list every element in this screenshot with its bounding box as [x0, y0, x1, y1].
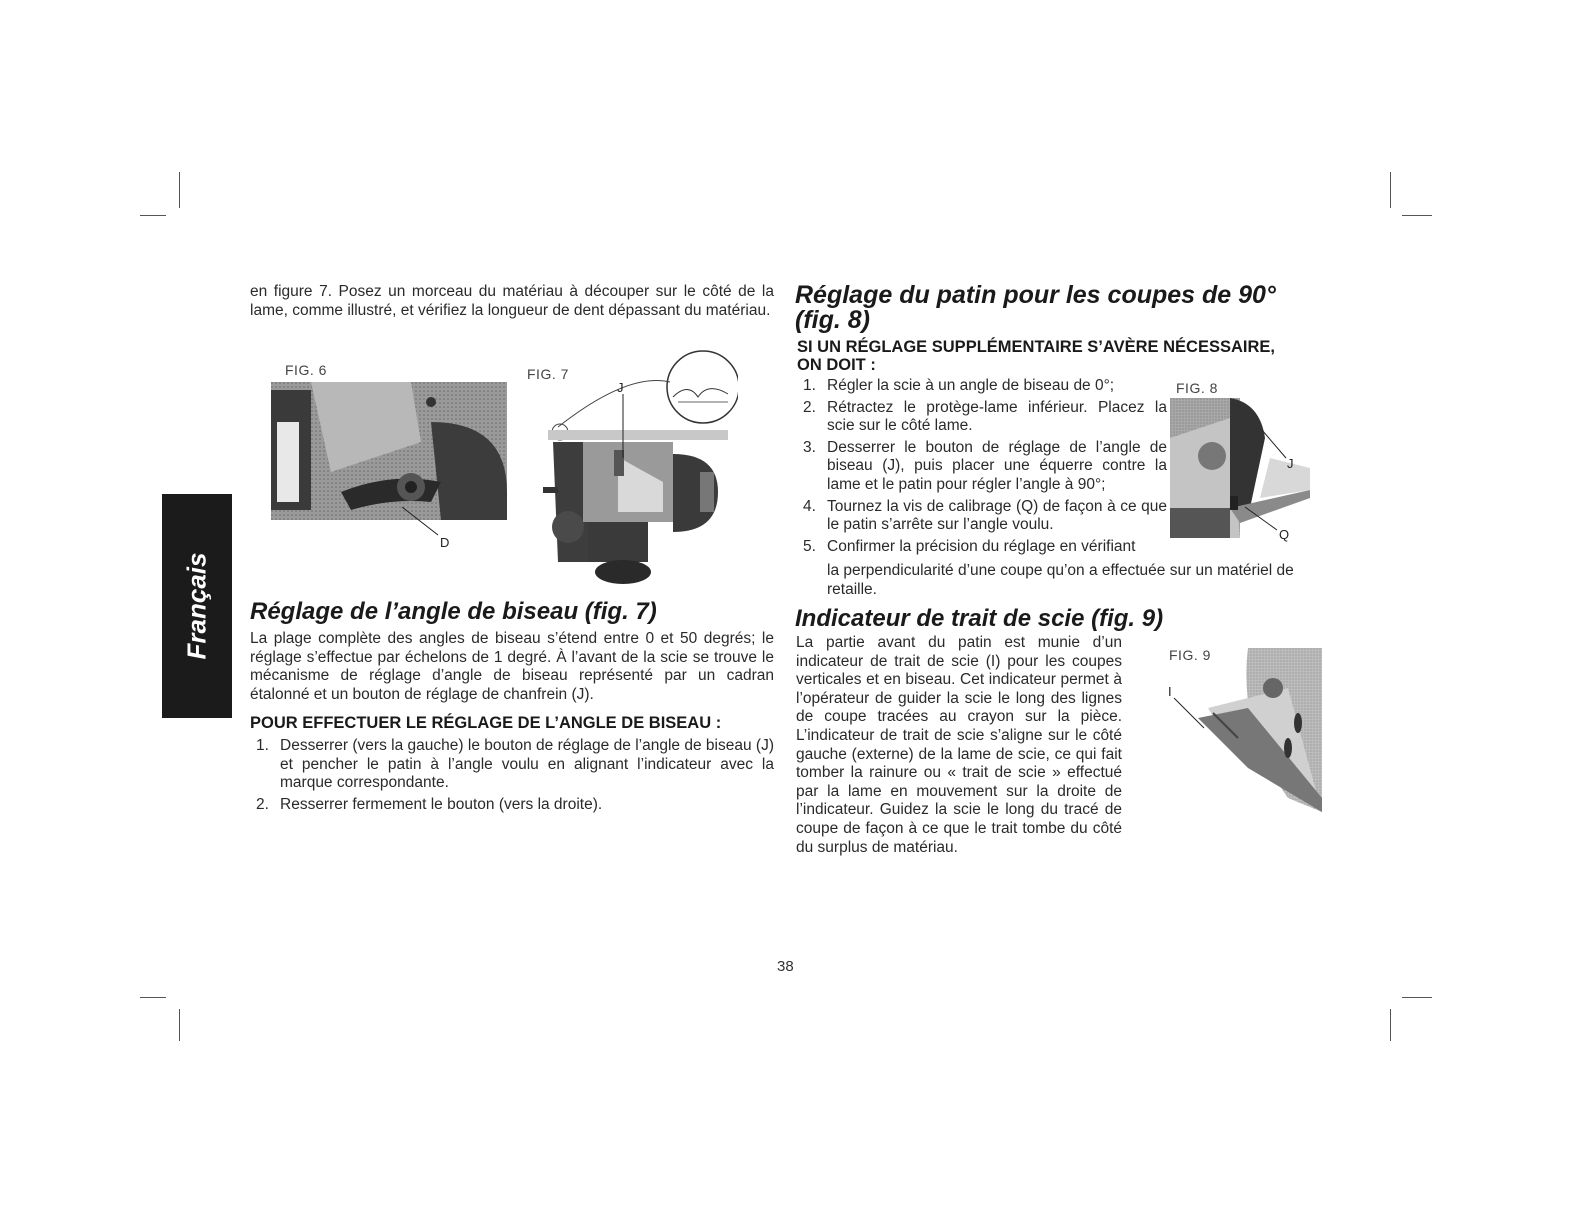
fig7-callout-line: [608, 392, 638, 462]
fig9-callout-line: [1172, 696, 1212, 736]
list-item: [803, 398, 1167, 436]
intro-paragraph: en figure 7. Posez un morceau du matériau à découper sur le côté de la lame, comme illustré, et vérifiez la longueur de dent dépassant du matériau.: [250, 283, 774, 319]
fig7-label: FIG. 7: [527, 366, 569, 382]
shoe-heading-line2: (fig. 8): [795, 306, 870, 334]
list-item: [256, 737, 774, 793]
step-text: Confirmer la précision du réglage en vérifiant: [827, 537, 1136, 555]
step-number: 1.: [256, 737, 269, 754]
shoe-subheading-line1: SI UN RÉGLAGE SUPPLÉMENTAIRE S’AVÈRE NÉCESSAIRE,: [797, 338, 1275, 356]
bevel-paragraph: La plage complète des angles de biseau s’étend entre 0 et 50 degrés; le réglage s’effectue par échelons de 1 degré. À l’avant de la scie se trouve le mécanisme de réglage d’angle de biseau représenté par un cadran étalonné et un bouton de réglage de chanfrein (J).: [250, 630, 774, 703]
fig8-label: FIG. 8: [1176, 380, 1218, 396]
step-text: Resserrer fermement le bouton (vers la droite).: [280, 795, 603, 813]
step-text: Desserrer le bouton de réglage de l’angle de biseau (J), puis placer une équerre contre la lame et le patin pour régler l’angle à 90°;: [827, 438, 1167, 493]
step5-continued: la perpendicularité d’une coupe qu’on a effectuée sur un matériel de retaille.: [827, 562, 1294, 598]
step-text: Rétractez le protège-lame inférieur. Placez la scie sur le côté lame.: [827, 398, 1167, 435]
crop-mark: [1402, 997, 1432, 998]
fig8-callout-line-q: [1243, 505, 1283, 535]
list-item: [256, 795, 774, 815]
crop-mark: [1390, 172, 1391, 208]
crop-mark: [140, 997, 166, 998]
crop-mark: [179, 1009, 180, 1041]
fig6-callout-d: D: [440, 535, 450, 550]
fig8-callout-line-j: [1260, 428, 1290, 464]
fig9-callout-i: I: [1168, 684, 1172, 699]
page-number: 38: [777, 958, 794, 975]
saw-depth-adjustment-image: [271, 382, 507, 520]
crop-mark: [1402, 215, 1432, 216]
list-item: [803, 497, 1167, 535]
bevel-subheading: POUR EFFECTUER LE RÉGLAGE DE L’ANGLE DE BISEAU :: [250, 714, 722, 732]
step-number: 2.: [803, 398, 816, 416]
step-number: 4.: [803, 497, 816, 515]
step-number: 1.: [803, 377, 816, 394]
crop-mark: [140, 215, 166, 216]
list-item: [803, 537, 1167, 557]
list-item: [803, 377, 1167, 396]
fig6-label: FIG. 6: [285, 362, 327, 378]
shoe-heading-line1: Réglage du patin pour les coupes de 90°: [795, 281, 1276, 309]
language-tab: [162, 494, 232, 718]
bevel-steps: [256, 737, 774, 814]
fig7-callout-j: J: [617, 380, 624, 395]
list-item: [803, 438, 1167, 495]
fig7-illustration: [538, 342, 738, 587]
step-text: Desserrer (vers la gauche) le bouton de réglage de l’angle de biseau (J) et pencher le patin à l’angle voulu en alignant l’indicateur avec la marque correspondante.: [280, 737, 774, 792]
step-text: Régler la scie à un angle de biseau de 0°;: [827, 377, 1115, 394]
kerf-heading: Indicateur de trait de scie (fig. 9): [795, 605, 1164, 632]
step-number: 5.: [803, 537, 816, 555]
language-tab-label: Français: [181, 552, 212, 660]
fig9-label: FIG. 9: [1169, 647, 1211, 663]
fig8-callout-q: Q: [1279, 527, 1290, 542]
kerf-paragraph: La partie avant du patin est munie d’un indicateur de trait de scie (I) pour les coupes verticales et en biseau. Cet indicateur permet à l’opérateur de guider la scie le long des lignes de coupe tracées au crayon sur la pièce. L’indicateur de trait de scie s’aligne sur le côté gauche (externe) de la lame de scie, ce qui fait tomber la rainure ou « trait de scie » effectué par la lame en mouvement sur la droite de l’indicateur. Guidez la scie le long du tracé de coupe de façon à ce que le trait tombe du côté du surplus de matériau.: [796, 634, 1122, 856]
bevel-angle-image: [538, 342, 738, 587]
shoe-steps: [803, 377, 1167, 556]
fig8-callout-j: J: [1287, 456, 1294, 471]
bevel-heading: Réglage de l’angle de biseau (fig. 7): [250, 598, 657, 625]
step-number: 2.: [256, 795, 269, 813]
step-number: 3.: [803, 438, 816, 456]
step-text: Tournez la vis de calibrage (Q) de façon à ce que le patin s’arrête sur l’angle voulu.: [827, 497, 1167, 534]
crop-mark: [179, 172, 180, 208]
fig6-illustration: [271, 382, 507, 520]
shoe-subheading-line2: ON DOIT :: [797, 356, 876, 374]
crop-mark: [1390, 1009, 1391, 1041]
